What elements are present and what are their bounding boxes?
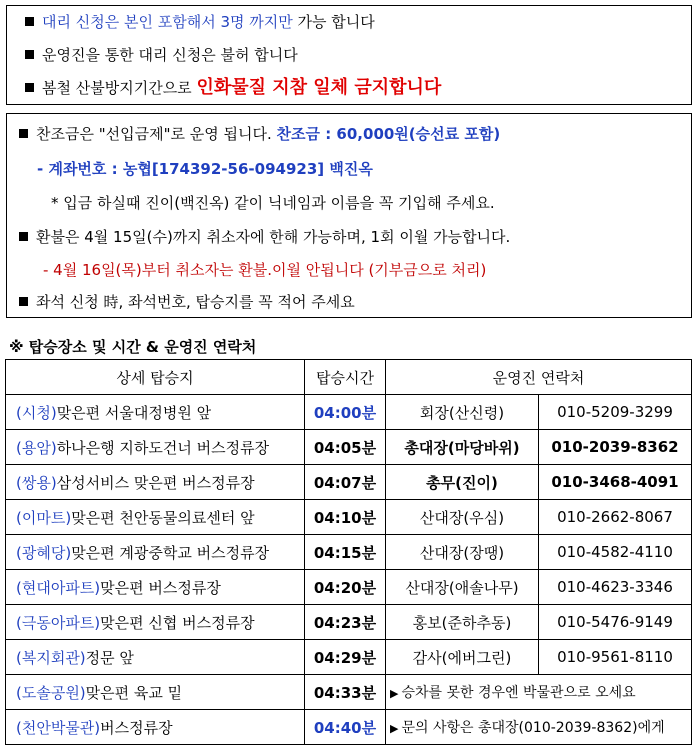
info-note-text: 승차를 못한 경우엔 박물관으로 오세요	[401, 685, 636, 701]
staff-phone[interactable]: 010-4623-3346	[539, 570, 692, 605]
boarding-table	[5, 359, 692, 745]
place-detail: 하나은행 지하도건너 버스정류장	[56, 438, 270, 457]
notice-box-1	[6, 5, 692, 105]
place-detail: 맞은편 서울대정병원 앞	[56, 403, 212, 422]
staff-role: 홍보(준하추동)	[386, 605, 539, 640]
staff-phone[interactable]: 010-2662-8067	[539, 500, 692, 535]
staff-phone[interactable]: 010-2039-8362	[539, 430, 692, 465]
triangle-right-icon: ▶	[390, 687, 399, 700]
boarding-time: 04:00분	[305, 395, 386, 430]
square-bullet-icon	[19, 297, 28, 306]
boarding-place	[6, 500, 305, 535]
place-detail: 버스정류장	[100, 718, 173, 737]
boarding-place	[6, 640, 305, 675]
place-detail: 맞은편 천안동물의료센터 앞	[71, 508, 255, 527]
staff-phone[interactable]: 010-5209-3299	[539, 395, 692, 430]
place-detail: 맞은편 육교 밑	[85, 683, 183, 702]
place-region: (도솔공원)	[16, 683, 86, 702]
boarding-time: 04:23분	[305, 605, 386, 640]
place-region: (이마트)	[16, 508, 72, 527]
notice-line-3: 봄철 산불방지기간으로 인화물질 지참 일체 금지합니다	[25, 78, 441, 98]
refund-line: 환불은 4월 15일(수)까지 취소자에 한해 가능하며, 1회 이월 가능합니다.	[19, 227, 510, 247]
boarding-time: 04:40분	[305, 710, 386, 745]
table-row	[6, 605, 692, 640]
staff-role: 총무(진이)	[386, 465, 539, 500]
boarding-place	[6, 465, 305, 500]
place-detail: 맞은편 신협 버스정류장	[100, 613, 255, 632]
place-detail: 맞은편 버스정류장	[100, 578, 221, 597]
refund-note: - 4월 16일(목)부터 취소자는 환불.이월 안됩니다 (기부금으로 처리)	[43, 261, 487, 279]
staff-role: 산대장(우심)	[386, 500, 539, 535]
boarding-time: 04:33분	[305, 675, 386, 710]
table-row	[6, 430, 692, 465]
notice-box-2	[6, 113, 692, 318]
boarding-time: 04:05분	[305, 430, 386, 465]
place-region: (복지회관)	[16, 648, 86, 667]
staff-phone[interactable]: 010-5476-9149	[539, 605, 692, 640]
square-bullet-icon	[25, 50, 34, 59]
square-bullet-icon	[19, 129, 28, 138]
staff-phone[interactable]: 010-9561-8110	[539, 640, 692, 675]
boarding-place	[6, 570, 305, 605]
staff-role: 산대장(애솔나무)	[386, 570, 539, 605]
seat-line: 좌석 신청 時, 좌석번호, 탑승지를 꼭 적어 주세요	[19, 292, 355, 312]
table-row	[6, 675, 692, 710]
place-detail: 정문 앞	[85, 648, 134, 667]
table-row	[6, 500, 692, 535]
table-row	[6, 395, 692, 430]
place-region: (용암)	[16, 438, 57, 457]
staff-phone[interactable]: 010-3468-4091	[539, 465, 692, 500]
square-bullet-icon	[25, 83, 34, 92]
header-place: 상세 탑승지	[6, 360, 305, 395]
boarding-time: 04:07분	[305, 465, 386, 500]
boarding-place	[6, 675, 305, 710]
table-row	[6, 570, 692, 605]
square-bullet-icon	[19, 232, 28, 241]
boarding-time: 04:20분	[305, 570, 386, 605]
triangle-right-icon: ▶	[390, 722, 399, 735]
section-title: ※ 탑승장소 및 시간 & 운영진 연락처	[9, 338, 257, 356]
staff-role: 산대장(장땡)	[386, 535, 539, 570]
staff-role: 회장(산신령)	[386, 395, 539, 430]
boarding-time: 04:29분	[305, 640, 386, 675]
notice-line-1: 대리 신청은 본인 포함해서 3명 까지만 가능 합니다	[25, 12, 375, 32]
place-detail: 삼성서비스 맞은편 버스정류장	[56, 473, 255, 492]
notice-line-2: 운영진을 통한 대리 신청은 불허 합니다	[25, 45, 298, 65]
header-contacts: 운영진 연락처	[386, 360, 692, 395]
info-note-text: 문의 사항은 총대장(010-2039-8362)에게	[401, 720, 665, 736]
boarding-time: 04:10분	[305, 500, 386, 535]
place-region: (광혜당)	[16, 543, 72, 562]
place-region: (쌍용)	[16, 473, 57, 492]
staff-phone[interactable]: 010-4582-4110	[539, 535, 692, 570]
place-region: (극동아파트)	[16, 613, 101, 632]
place-region: (현대아파트)	[16, 578, 101, 597]
header-time: 탑승시간	[305, 360, 386, 395]
boarding-place	[6, 430, 305, 465]
table-row	[6, 535, 692, 570]
square-bullet-icon	[25, 17, 34, 26]
table-row	[6, 465, 692, 500]
boarding-place	[6, 605, 305, 640]
place-region: (천안박물관)	[16, 718, 101, 737]
staff-role: 총대장(마당바위)	[386, 430, 539, 465]
staff-role: 감사(에버그린)	[386, 640, 539, 675]
place-region: (시청)	[16, 403, 57, 422]
info-note	[386, 710, 692, 745]
boarding-place	[6, 395, 305, 430]
place-detail: 맞은편 계광중학교 버스정류장	[71, 543, 270, 562]
table-row	[6, 710, 692, 745]
fee-line: 찬조금은 "선입금제"로 운영 됩니다. 찬조금 : 60,000원(승선료 포함)	[19, 124, 500, 144]
boarding-place	[6, 710, 305, 745]
account-line: - 계좌번호 : 농협[174392-56-094923] 백진옥	[37, 160, 373, 178]
info-note	[386, 675, 692, 710]
boarding-place	[6, 535, 305, 570]
deposit-note: * 입금 하실때 진이(백진옥) 같이 닉네임과 이름을 꼭 기입해 주세요.	[51, 194, 495, 212]
boarding-time: 04:15분	[305, 535, 386, 570]
table-row	[6, 640, 692, 675]
